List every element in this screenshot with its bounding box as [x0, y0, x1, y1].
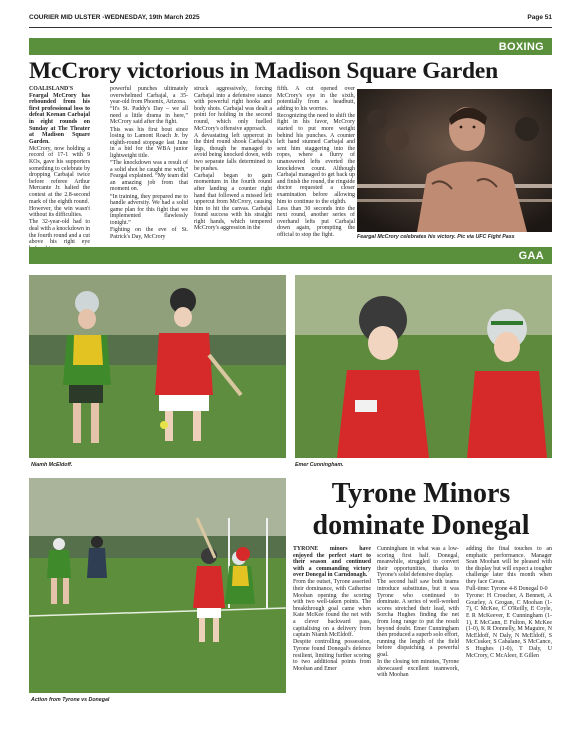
gaa-column-3: [466, 546, 552, 706]
action-photo: [29, 478, 286, 693]
article-paragraph: Carbajal began to gain momentum in the fourth round after landing a counter right hand that followed a missed left uppercut from McCrory, causing him to hit the canvas. Carbajal found success with his straight right hands, which tempered McCrory's aggression in the: [194, 172, 272, 232]
article-paragraph: fifth. A cut opened over McCrory's eye in the sixth, potentially from a headbutt, adding to his worries.: [277, 86, 355, 112]
article-paragraph: However, the win wasn't without its difficulties.: [29, 205, 90, 219]
camogie-photo-right: [295, 275, 552, 458]
boxing-column-1: [29, 86, 90, 244]
header-rule: [29, 27, 552, 28]
boxing-section-label: BOXING: [498, 40, 544, 53]
article-paragraph: “It's St. Paddy's Day – we all need a little drama in here,” McCrory said after the fight.: [110, 106, 188, 126]
boxing-section-bar: [29, 38, 552, 55]
gaa-section-label: GAA: [518, 249, 544, 262]
gaa-column-2: [377, 546, 459, 706]
boxing-lead-paragraph: COALISLAND'S Feargal McCrory has rebounded from his first professional loss to defeat Keenan Carbajal in eight rounds on Sunday at The Theater at Madison Square Garden.: [29, 86, 90, 145]
article-paragraph: A devastating left uppercut in the third round shook Carbajal's legs, though he managed to avoid being knocked down, with two separate falls determined to be pushes.: [194, 132, 272, 172]
photo-caption-left: Niamh McEldoff.: [31, 462, 73, 468]
article-paragraph: adding the final touches to an emphatic performance. Manager Sean Moohan will be pleased with the display but will expect a tougher challenge later this month when they face Cavan.: [466, 546, 552, 585]
article-paragraph: Cunningham in what was a low-scoring first half. Donegal, meanwhile, struggled to convert their opportunities, thanks to Tyrone's solid defensive display.: [377, 546, 459, 579]
article-paragraph: This was his first bout since losing to Lamont Roach Jr. by eighth-round stoppage last June in a bid for the WBA junior lightweight title.: [110, 126, 188, 159]
boxer-photo: [357, 89, 552, 232]
gaa-lead-paragraph: TYRONE minors have enjoyed the perfect start to their season and continued with a commanding victory over Donegal in Carndonagh.: [293, 546, 371, 579]
article-paragraph: From the outset, Tyrone asserted their dominance, with Catherine Moohan opening the scoring with two well-taken points. The breakthrough goal came when Kate McKee found the net with a clever backward pass, capitalising on a delivery from captain Niamh McEldoff.: [293, 579, 371, 639]
gaa-section-bar: [29, 247, 552, 264]
article-paragraph: Despite controlling possession, Tyrone found Donegal's defence resilient, limiting further scoring to two additional points from Moohan and Emer: [293, 639, 371, 672]
article-paragraph: “The knockdown was a result of a solid shot he caught me with,” Feargal explained. “My team did an amazing job from that moment on.: [110, 160, 188, 193]
article-paragraph: powerful punches ultimately overwhelmed Carbajal, a 35-year-old from Phoenix, Arizona.: [110, 86, 188, 106]
article-paragraph: struck aggressively, forcing Carbajal into a defensive stance with powerful right hooks and body shots. Carbajal was dealt a point for holding in the second round, which only fuelled McCrory's offensive approach.: [194, 86, 272, 132]
gaa-column-1: [293, 546, 371, 706]
photo-caption-right: Emer Cunningham.: [295, 462, 344, 468]
article-paragraph: Less than 30 seconds into the next round, another series of overhand lefts put Carbajal down again, prompting the official to stop the fight.: [277, 205, 355, 239]
article-paragraph: Recognizing the need to shift the fight in his favor, McCrory started to put more weight behind his punches. A counter left hand stunned Carbajal and sent him staggering into the ropes, where a flurry of unanswered lefts everted the knockdown count. Although Carbajal managed to get back up and finish the round, the ringside doctor requested a closer examination before allowing him to continue to the eighth.: [277, 112, 355, 205]
boxing-column-2: [110, 86, 188, 244]
camogie-photo-left: [29, 275, 286, 458]
team-list: Tyrone: H Croucher, A Bennett, A Gourley, A Grogan, C Moohan (1-7), C McKee, C O'Reilly, E Coyle, E R McKeever, E Cunningham (1-1), E McCann, E Fulton, K McKee (1-0), K R Donnelly, M Maguire, N McEldoff, N Daly, N McEldoff, S McCusker, S Cahalane, S McCance, S Hughes (1-0), T Daly, U McCrory, C McAleer, E Gillen: [466, 593, 552, 659]
article-paragraph: The second half saw both teams introduce substitutes, but it was Tyrone who continued to dominate. A series of well-worked scores stretched their lead, with Sorcha Hughes finding the net from long range to put the result beyond doubt. Emer Cunningham then produced a superb solo effort, running the length of the field before dispatching a powerful goal.: [377, 579, 460, 658]
article-paragraph: Fighting on the eve of St. Patrick's Day, McCrory: [110, 226, 188, 240]
gaa-headline: Tyrone Minors dominate Donegal: [312, 478, 530, 541]
page-number: Page 51: [527, 13, 552, 21]
article-paragraph: “In training, they prepared me to handle adversity. We had a solid game plan for this fight that we implemented flawlessly tonight.”: [110, 193, 188, 226]
page-header: [29, 9, 552, 25]
publication-dateline: COURIER MID ULSTER -WEDNESDAY, 19th March 2025: [29, 13, 200, 21]
boxing-column-4: [277, 86, 355, 244]
boxing-column-3: [194, 86, 272, 244]
article-paragraph: The 32-year-old had to deal with a knockdown in the fourth round and a cut above his right eye: [29, 219, 91, 246]
boxing-photo-caption: Feargal McCrory celebrates his victory. Pic via UFC Fight Pass: [357, 234, 515, 240]
boxing-headline: McCrory victorious in Madison Square Garden: [29, 58, 499, 84]
result-line: Full-time: Tyrone 4-8 Donegal 0-0: [466, 586, 548, 593]
article-paragraph: In the closing ten minutes, Tyrone showcased excellent teamwork, with Moohan: [377, 659, 459, 679]
article-paragraph: McCrory, now holding a record of 17-1 with 9 KOs, gave his supporters something to celebrate by dropping Carbajal twice before referee Arthur Mercante Jr. halted the contest at the 2.8-second mark of the eighth round.: [29, 145, 90, 205]
action-photo-caption: Action from Tyrone vs Donegal: [31, 697, 110, 703]
